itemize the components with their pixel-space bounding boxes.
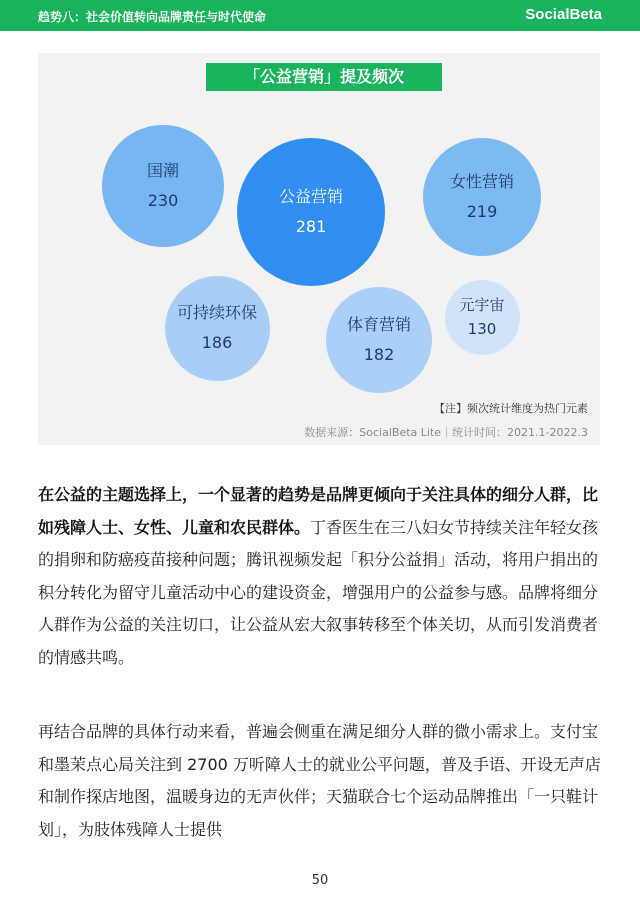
bubble-5 <box>326 287 432 393</box>
chart-source: 数据来源：SocialBeta Lite｜统计时间：2021.1-2022.3 <box>304 426 588 439</box>
bubble-label: 国潮 <box>146 161 179 180</box>
bubble-3 <box>423 138 541 256</box>
bubble-label: 可持续环保 <box>176 303 257 322</box>
paragraph-1-text: 丁香医生在三八妇女节持续关注年轻女孩的捐卵和防癌疫苗接种问题；腾讯视频发起「积分公益捐」活动，将用户捐出的积分转化为留守儿童活动中心的建设资金，增强用户的公益参与感。品牌将细分人群作为公益的关注切口，让公益从宏大叙事转移至个体关切，从而引发消费者的情感共鸣。 <box>38 517 599 667</box>
page-number: 50 <box>311 873 329 888</box>
bubble-1 <box>102 125 224 247</box>
bubble-4 <box>165 276 270 381</box>
bubble-6 <box>445 280 520 355</box>
paragraph-1-bold: 在公益的主题选择上，一个显著的趋势是品牌更倾向于关注具体的细分人群，比如残障人士、女性、儿童和农民群体。 <box>38 485 599 537</box>
section-title: 趋势八：社会价值转向品牌责任与时代使命 <box>38 10 267 24</box>
bubble-label: 公益营销 <box>278 187 343 206</box>
bubble-label: 元宇宙 <box>459 296 505 314</box>
header-bar <box>0 0 640 31</box>
bubble-2 <box>237 138 385 286</box>
bubble-value: 182 <box>363 345 395 364</box>
bubble-label: 女性营销 <box>449 172 514 191</box>
bubble-value: 219 <box>466 202 498 221</box>
bubble-value: 230 <box>147 191 179 210</box>
paragraph-1 <box>38 479 603 674</box>
bubble-value: 281 <box>295 217 327 236</box>
bubble-value: 130 <box>467 320 497 338</box>
bubble-value: 186 <box>201 333 233 352</box>
paragraph-2: 再结合品牌的具体行动来看，普遍会侧重在满足细分人群的微小需求上。支付宝和墨茉点心局关注到 2700 万听障人士的就业公平问题，普及手语、开设无声店和制作探店地图，温暖身边的无声伙伴；天猫联合七个运动品牌推出「一只鞋计划」，为肢体残障人士提供 <box>38 722 601 839</box>
brand-logo: SocialBeta <box>525 6 602 23</box>
chart-note: 【注】频次统计维度为热门元素 <box>434 402 588 415</box>
bubble-label: 体育营销 <box>346 315 411 334</box>
chart-title: 「公益营销」提及频次 <box>206 63 442 91</box>
